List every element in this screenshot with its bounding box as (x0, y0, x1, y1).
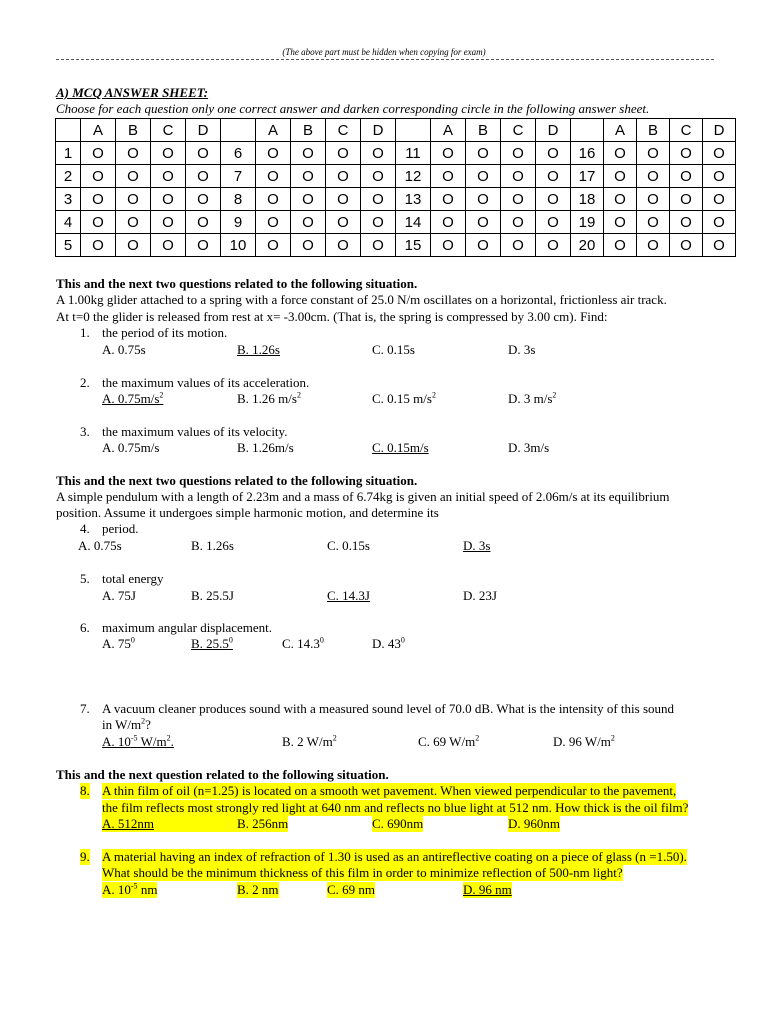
answer-circle[interactable]: O (326, 165, 361, 188)
question-number-header (571, 119, 604, 142)
answer-circle[interactable]: O (81, 165, 116, 188)
answer-circle[interactable]: O (431, 165, 466, 188)
answer-sheet-row (56, 234, 736, 257)
choice-column-header: A (256, 119, 291, 142)
option-c: C. 69 $W/m^2$ (418, 733, 480, 749)
answer-circle[interactable]: O (670, 211, 703, 234)
choice-column-header: B (466, 119, 501, 142)
question-number: 9. (80, 849, 90, 864)
answer-circle[interactable]: O (501, 142, 536, 165)
option-d: D. 3m/s (508, 440, 550, 455)
option-a: A. 0.75s (78, 538, 122, 553)
dashed-divider (56, 59, 714, 60)
choice-column-header: C (326, 119, 361, 142)
answer-circle[interactable]: O (431, 211, 466, 234)
answer-circle[interactable]: O (151, 165, 186, 188)
question-number-cell: 5 (56, 234, 81, 257)
answer-circle[interactable]: O (361, 234, 396, 257)
answer-circle[interactable]: O (604, 165, 637, 188)
answer-circle[interactable]: O (116, 188, 151, 211)
answer-circle[interactable]: O (186, 234, 221, 257)
answer-circle[interactable]: O (703, 165, 736, 188)
section3-intro: This and the next question related to the following situation. (56, 767, 389, 782)
choice-column-header: B (637, 119, 670, 142)
option-c-answer: C. 0.15m/s (372, 440, 429, 455)
question-number: 2. (80, 375, 90, 390)
choice-column-header: D (536, 119, 571, 142)
answer-circle[interactable]: O (703, 211, 736, 234)
question-number-cell: 13 (396, 188, 431, 211)
answer-circle[interactable]: O (604, 234, 637, 257)
question-number: 4. (80, 521, 90, 536)
option-b: B. 1.26 $m/s^2$ (237, 390, 301, 406)
question-number-cell: 18 (571, 188, 604, 211)
answer-circle[interactable]: O (186, 165, 221, 188)
question-number-cell: 17 (571, 165, 604, 188)
question-number-cell: 7 (221, 165, 256, 188)
answer-circle[interactable]: O (291, 165, 326, 188)
question-number-cell: 20 (571, 234, 604, 257)
question-number-cell: 12 (396, 165, 431, 188)
question-number-cell: 4 (56, 211, 81, 234)
choice-column-header: C (501, 119, 536, 142)
option-b: B. 1.26m/s (237, 440, 294, 455)
option-a: A. 75J (102, 588, 136, 603)
option-d: D. 960nm (508, 816, 560, 831)
answer-circle[interactable]: O (604, 211, 637, 234)
answer-circle[interactable]: O (466, 142, 501, 165)
mcq-instruction: Choose for each question only one correct answer and darken corresponding circle in the following answer sheet. (56, 101, 650, 116)
answer-circle[interactable]: O (326, 234, 361, 257)
answer-circle[interactable]: O (536, 211, 571, 234)
answer-circle[interactable]: O (431, 142, 466, 165)
option-d-answer: D. 96 nm (463, 882, 512, 897)
answer-circle[interactable]: O (151, 211, 186, 234)
answer-circle[interactable]: O (291, 188, 326, 211)
option-b: B. 2 nm (237, 882, 279, 897)
option-a: A. $10^{-5}$ nm (102, 881, 158, 897)
mcq-title: A) MCQ ANSWER SHEET: (56, 85, 209, 100)
option-c: C. 690nm (372, 816, 424, 831)
option-a: A. 0.75s (102, 342, 146, 357)
question-number-header (396, 119, 431, 142)
answer-circle[interactable]: O (151, 234, 186, 257)
question-number-cell: 3 (56, 188, 81, 211)
option-b: B. 2 $W/m^2$ (282, 733, 337, 749)
answer-circle[interactable]: O (291, 142, 326, 165)
answer-circle[interactable]: O (256, 142, 291, 165)
question-number-cell: 15 (396, 234, 431, 257)
choice-column-header: D (703, 119, 736, 142)
option-d: D. $43^0$ (372, 635, 405, 651)
section1-situation-line2: At t=0 the glider is released from rest at x= -3.00cm. (That is, the spring is compressed by 3.00 cm). Find: (56, 309, 608, 324)
answer-circle[interactable]: O (361, 188, 396, 211)
answer-circle[interactable]: O (326, 142, 361, 165)
answer-circle[interactable]: O (431, 234, 466, 257)
answer-circle[interactable]: O (703, 234, 736, 257)
answer-circle[interactable]: O (186, 211, 221, 234)
hidden-note: (The above part must be hidden when copying for exam) (282, 47, 486, 57)
answer-circle[interactable]: O (151, 188, 186, 211)
answer-circle[interactable]: O (81, 188, 116, 211)
option-d: D. 3 $m/s^2$ (508, 390, 557, 406)
question-3-text: the maximum values of its velocity. (102, 424, 288, 439)
question-5-text: total energy (102, 571, 164, 586)
question-number-cell: 8 (221, 188, 256, 211)
question-7-text-line2: in $W/m^2$? (102, 716, 151, 732)
answer-circle[interactable]: O (431, 188, 466, 211)
answer-circle[interactable]: O (81, 142, 116, 165)
answer-circle[interactable]: O (81, 211, 116, 234)
answer-circle[interactable]: O (637, 142, 670, 165)
answer-circle[interactable]: O (637, 188, 670, 211)
choice-column-header: B (291, 119, 326, 142)
question-number-cell: 14 (396, 211, 431, 234)
answer-circle[interactable]: O (501, 234, 536, 257)
question-number: 8. (80, 783, 90, 798)
section1-intro: This and the next two questions related to the following situation. (56, 276, 418, 291)
answer-sheet-row (56, 188, 736, 211)
question-9-text-line1: A material having an index of refraction of 1.30 is used as an antireflective coating on a piece of glass (n =1.50). (102, 849, 687, 864)
question-number-cell: 1 (56, 142, 81, 165)
option-a-answer: A. 512nm (102, 816, 237, 832)
question-8-text-line2: the film reflects most strongly red light at 640 nm and reflects no blue light at 512 nm. How thick is the oil film? (102, 800, 689, 815)
answer-circle[interactable]: O (186, 142, 221, 165)
answer-circle[interactable]: O (326, 188, 361, 211)
answer-circle[interactable]: O (116, 165, 151, 188)
option-c: C. 0.15 $m/s^2$ (372, 390, 436, 406)
answer-sheet-row (56, 142, 736, 165)
answer-circle[interactable]: O (466, 165, 501, 188)
choice-column-header: C (670, 119, 703, 142)
question-number-cell: 16 (571, 142, 604, 165)
answer-circle[interactable]: O (670, 142, 703, 165)
question-number-header (56, 119, 81, 142)
answer-circle[interactable]: O (361, 142, 396, 165)
question-2-text: the maximum values of its acceleration. (102, 375, 310, 390)
section1-situation-line1: A 1.00kg glider attached to a spring with a force constant of 25.0 N/m oscillates on a horizontal, frictionless air track. (56, 292, 667, 307)
choice-column-header: A (81, 119, 116, 142)
question-9-text-line2: What should be the minimum thickness of this film in order to minimize reflection of 500-nm light? (102, 865, 623, 880)
question-number-cell: 2 (56, 165, 81, 188)
answer-circle[interactable]: O (501, 211, 536, 234)
option-d: D. 23J (463, 588, 497, 603)
answer-circle[interactable]: O (536, 188, 571, 211)
question-number-cell: 6 (221, 142, 256, 165)
answer-circle[interactable]: O (256, 211, 291, 234)
question-number-cell: 10 (221, 234, 256, 257)
answer-circle[interactable]: O (116, 142, 151, 165)
answer-sheet-row (56, 211, 736, 234)
option-c: C. 0.15s (327, 538, 370, 553)
choice-column-header: C (151, 119, 186, 142)
question-number: 5. (80, 571, 90, 586)
answer-sheet-table (55, 118, 736, 257)
section2-situation-line2: position. Assume it undergoes simple harmonic motion, and determine its (56, 505, 439, 520)
answer-circle[interactable]: O (670, 234, 703, 257)
answer-circle[interactable]: O (670, 188, 703, 211)
option-c-answer: C. 14.3J (327, 588, 370, 603)
option-b: B. 25.5J (191, 588, 234, 603)
question-4-text: period. (102, 521, 139, 536)
answer-circle[interactable]: O (361, 211, 396, 234)
answer-circle[interactable]: O (256, 234, 291, 257)
option-a-answer: A. $10^{-5}$ $W/m^2$. (102, 733, 174, 749)
option-b-answer: B. 1.26s (237, 342, 280, 357)
answer-circle[interactable]: O (466, 234, 501, 257)
answer-sheet-header-row (56, 119, 736, 142)
question-1-text: the period of its motion. (102, 325, 228, 340)
question-number: 1. (80, 325, 90, 340)
answer-sheet-row (56, 165, 736, 188)
answer-circle[interactable]: O (466, 188, 501, 211)
answer-circle[interactable]: O (637, 165, 670, 188)
answer-circle[interactable]: O (637, 211, 670, 234)
answer-circle[interactable]: O (291, 234, 326, 257)
answer-circle[interactable]: O (81, 234, 116, 257)
option-d: D. 96 $W/m^2$ (553, 733, 615, 749)
answer-circle[interactable]: O (326, 211, 361, 234)
answer-circle[interactable]: O (361, 165, 396, 188)
option-b: B. 256nm (237, 816, 289, 831)
answer-circle[interactable]: O (703, 188, 736, 211)
answer-circle[interactable]: O (186, 188, 221, 211)
answer-circle[interactable]: O (536, 165, 571, 188)
option-d-answer: D. 3s (463, 538, 491, 553)
answer-circle[interactable]: O (501, 188, 536, 211)
choice-column-header: D (361, 119, 396, 142)
answer-circle[interactable]: O (256, 188, 291, 211)
option-a: A. $75^0$ (102, 635, 135, 651)
answer-circle[interactable]: O (116, 234, 151, 257)
option-c: C. 14.3$^0$ (282, 635, 324, 651)
answer-circle[interactable]: O (291, 211, 326, 234)
option-c: C. 0.15s (372, 342, 415, 357)
question-6-text: maximum angular displacement. (102, 620, 273, 635)
answer-circle[interactable]: O (536, 234, 571, 257)
option-d: D. 3s (508, 342, 536, 357)
answer-circle[interactable]: O (670, 165, 703, 188)
answer-circle[interactable]: O (604, 188, 637, 211)
option-b-answer: B. 25.5$^0$ (191, 635, 233, 651)
question-7-text-line1: A vacuum cleaner produces sound with a measured sound level of 70.0 dB. What is the intensity of this sound (102, 701, 675, 716)
answer-circle[interactable]: O (637, 234, 670, 257)
answer-circle[interactable]: O (256, 165, 291, 188)
section2-situation-line1: A simple pendulum with a length of 2.23m and a mass of 6.74kg is given an initial speed of 2.06m/s at its equilibrium (56, 489, 670, 504)
question-number-cell: 19 (571, 211, 604, 234)
choice-column-header: B (116, 119, 151, 142)
choice-column-header: D (186, 119, 221, 142)
answer-circle[interactable]: O (151, 142, 186, 165)
section2-intro: This and the next two questions related to the following situation. (56, 473, 418, 488)
answer-circle[interactable]: O (536, 142, 571, 165)
answer-circle[interactable]: O (116, 211, 151, 234)
option-b: B. 1.26s (191, 538, 234, 553)
answer-circle[interactable]: O (703, 142, 736, 165)
question-number: 6. (80, 620, 90, 635)
question-number-header (221, 119, 256, 142)
question-8-text-line1: A thin film of oil (n=1.25) is located on a smooth wet pavement. When viewed perpendicular to the pavement, (102, 783, 677, 798)
answer-circle[interactable]: O (466, 211, 501, 234)
option-a: A. 0.75m/s (102, 440, 160, 455)
question-number: 3. (80, 424, 90, 439)
answer-circle[interactable]: O (604, 142, 637, 165)
choice-column-header: A (604, 119, 637, 142)
option-c: C. 69 nm (327, 882, 376, 897)
question-number-cell: 11 (396, 142, 431, 165)
choice-column-header: A (431, 119, 466, 142)
question-number-cell: 9 (221, 211, 256, 234)
option-a-answer: A. $0.75m/s^2$ (102, 390, 164, 406)
answer-circle[interactable]: O (501, 165, 536, 188)
question-number: 7. (80, 701, 90, 716)
